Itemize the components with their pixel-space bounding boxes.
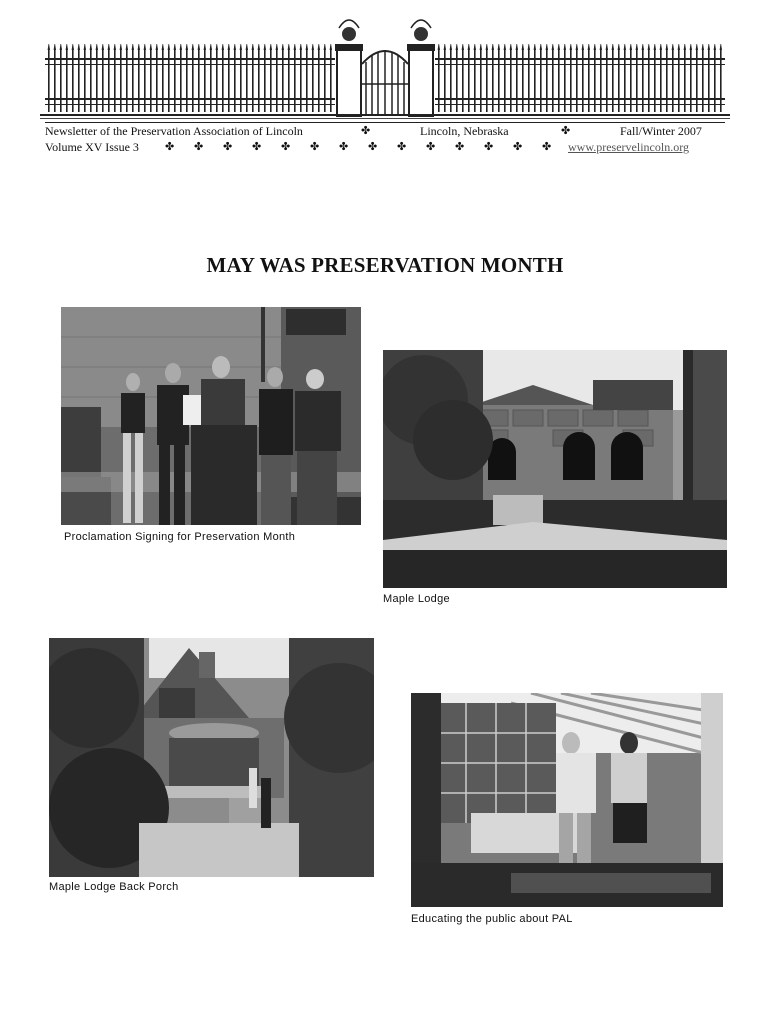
ornament-icon: ✤ (339, 140, 349, 153)
photo-maple-lodge (383, 350, 727, 588)
photo-maple-lodge-back-porch (49, 638, 374, 877)
ornament-icon: ✤ (513, 140, 523, 153)
ornament-icon: ✤ (252, 140, 262, 153)
season-text: Fall/Winter 2007 (620, 124, 702, 138)
ornament-icon: ✤ (542, 140, 552, 153)
ornament-icon: ✤ (194, 140, 204, 153)
masthead-fence-illustration (40, 14, 730, 124)
caption-proclamation: Proclamation Signing for Preservation Month (64, 531, 296, 543)
website-link[interactable]: www.preservelincoln.org (568, 140, 689, 154)
ornament-icon: ✤ (455, 140, 465, 153)
caption-back-porch: Maple Lodge Back Porch (49, 881, 179, 893)
photo-proclamation-signing (61, 307, 361, 525)
ornament-icon: ✤ (165, 140, 175, 153)
ornament-icon: ✤ (561, 124, 571, 137)
page-title: MAY WAS PRESERVATION MONTH (206, 253, 564, 277)
caption-educating-public: Educating the public about PAL (411, 913, 573, 925)
ornament-icon: ✤ (361, 124, 371, 137)
ornament-icon: ✤ (281, 140, 291, 153)
ornament-icon: ✤ (310, 140, 320, 153)
org-line: Newsletter of the Preservation Association of Lincoln (45, 124, 303, 138)
caption-maple-lodge: Maple Lodge (383, 593, 450, 605)
ornament-icon: ✤ (484, 140, 494, 153)
location-text: Lincoln, Nebraska (420, 124, 509, 138)
ornament-icon: ✤ (397, 140, 407, 153)
volume-text: Volume XV Issue 3 (45, 140, 139, 154)
ornament-icon: ✤ (368, 140, 378, 153)
header-rule (45, 122, 725, 123)
photo-educating-public (411, 693, 723, 907)
ornament-icon: ✤ (223, 140, 233, 153)
ornament-icon: ✤ (426, 140, 436, 153)
